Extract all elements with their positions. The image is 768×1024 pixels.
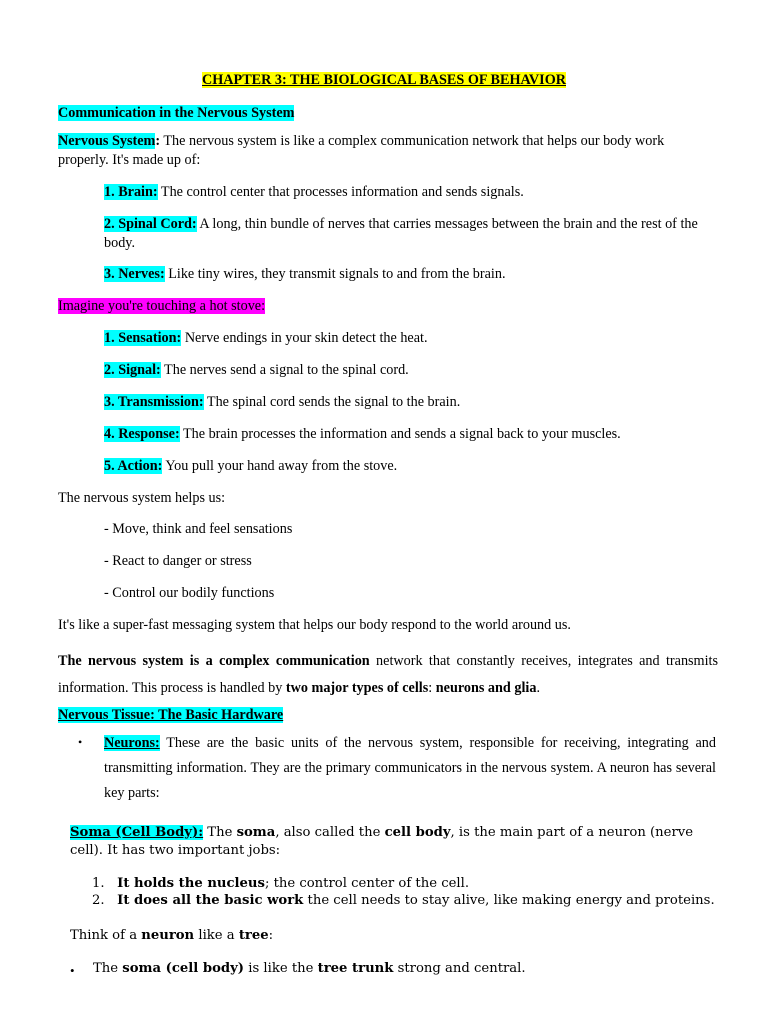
complex-bold-3: neurons and glia [435,680,537,696]
soma-paragraph [70,824,720,860]
section-heading-nervous-tissue [58,706,718,725]
part-text: The control center that processes information and sends signals. [157,184,524,200]
tree-bold: neuron [141,928,195,943]
list-number: 1. [92,876,105,891]
stove-step-action [104,457,718,476]
stove-step-response [104,425,718,444]
tree-bold: tree [238,928,269,943]
part-item-spinal-cord [104,215,718,253]
complex-bold-2: two major types of cells [285,680,429,696]
step-label: 3. Transmission: [104,394,204,410]
nervous-system-text: The nervous system is like a complex communication network that helps our body work properly. It's made up of: [58,133,665,168]
step-text: The spinal cord sends the signal to the brain. [203,394,461,410]
bullet-icon: • [70,963,75,978]
soma-job-text: the cell needs to stay alive, like making energy and proteins. [303,893,715,908]
part-label: 3. Nerves: [104,266,165,282]
part-text: Like tiny wires, they transmit signals to and from the brain. [164,266,506,282]
part-label: 1. Brain: [104,184,158,200]
page-title [0,71,768,90]
soma-job-item [92,875,732,893]
section-heading-communication [58,104,718,123]
helps-item: - Move, think and feel sensations [104,521,293,537]
soma-text: The [203,825,237,840]
tree-text: Think of a [70,928,142,943]
list-number: 2. [92,893,105,908]
neurons-text: These are the basic units of the nervous system, responsible for receiving, integrating and transmitting information. They are the primary communicators in the nervous system. A neuron has several key parts: [104,735,716,801]
soma-job-item [92,892,732,910]
part-text: A long, thin bundle of nerves that carries messages between the brain and the rest of the body. [104,216,698,251]
soma-label: Soma (Cell Body): [70,825,204,840]
soma-job-bold: It holds the nucleus [117,876,265,891]
step-text: The brain processes the information and sends a signal back to your muscles. [179,426,621,442]
step-label: 2. Signal: [104,362,161,378]
page-title-text: CHAPTER 3: THE BIOLOGICAL BASES OF BEHAVIOR [202,72,566,88]
complex-text-1: network that constantly receives, integrates and transmits information. This process is handled by [58,653,718,696]
step-label: 1. Sensation: [104,330,182,346]
step-text: You pull your hand away from the stove. [162,458,398,474]
tree-bullet-item [93,960,723,978]
nervous-system-label: Nervous System [58,133,156,149]
helps-item: - React to danger or stress [104,553,252,569]
stove-step-transmission [104,393,718,412]
bullet-icon: • [78,735,83,749]
nervous-system-paragraph [58,132,718,170]
neurons-label: Neurons: [104,735,160,751]
part-label: 2. Spinal Cord: [104,216,197,232]
helps-item: - Control our bodily functions [104,585,275,601]
complex-bold-1: The nervous system is a complex communication [58,653,370,669]
tree-text: like a [194,928,239,943]
tree-intro [70,927,720,945]
section-heading-text: Communication in the Nervous System [58,105,295,121]
helps-intro: The nervous system helps us: [58,490,226,506]
complex-paragraph [58,648,718,702]
tree-bullet-text: is like the [244,961,318,976]
stove-intro-text: Imagine you're touching a hot stove: [58,298,266,314]
tree-bullet-bold: tree trunk [317,961,394,976]
step-label: 5. Action: [104,458,163,474]
tissue-heading-text: Nervous Tissue: The Basic Hardware [58,707,284,723]
tree-bullet-bold: soma (cell body) [122,961,245,976]
tree-bullet-text: strong and central. [393,961,526,976]
complex-text-3: . [536,680,540,696]
stove-step-sensation [104,329,718,348]
nervous-system-colon: : [155,133,161,149]
stove-intro [58,297,718,316]
summary-paragraph: It's like a super-fast messaging system that helps our body respond to the world around us. [58,617,571,633]
step-text: Nerve endings in your skin detect the heat. [181,330,428,346]
step-text: The nerves send a signal to the spinal cord. [160,362,409,378]
complex-text-2: : [428,680,436,696]
stove-step-signal [104,361,718,380]
soma-text: , also called the [275,825,385,840]
tree-bullet-text: The [93,961,123,976]
soma-job-text: ; the control center of the cell. [264,876,470,891]
neurons-paragraph [104,731,716,806]
soma-job-bold: It does all the basic work [117,893,304,908]
tree-text: : [268,928,274,943]
part-item-brain [104,183,718,202]
soma-bold: soma [236,825,276,840]
soma-bold: cell body [384,825,451,840]
part-item-nerves [104,265,718,284]
soma-text: , is the main part of a neuron (nerve cell). It has two important jobs: [70,825,694,858]
step-label: 4. Response: [104,426,180,442]
